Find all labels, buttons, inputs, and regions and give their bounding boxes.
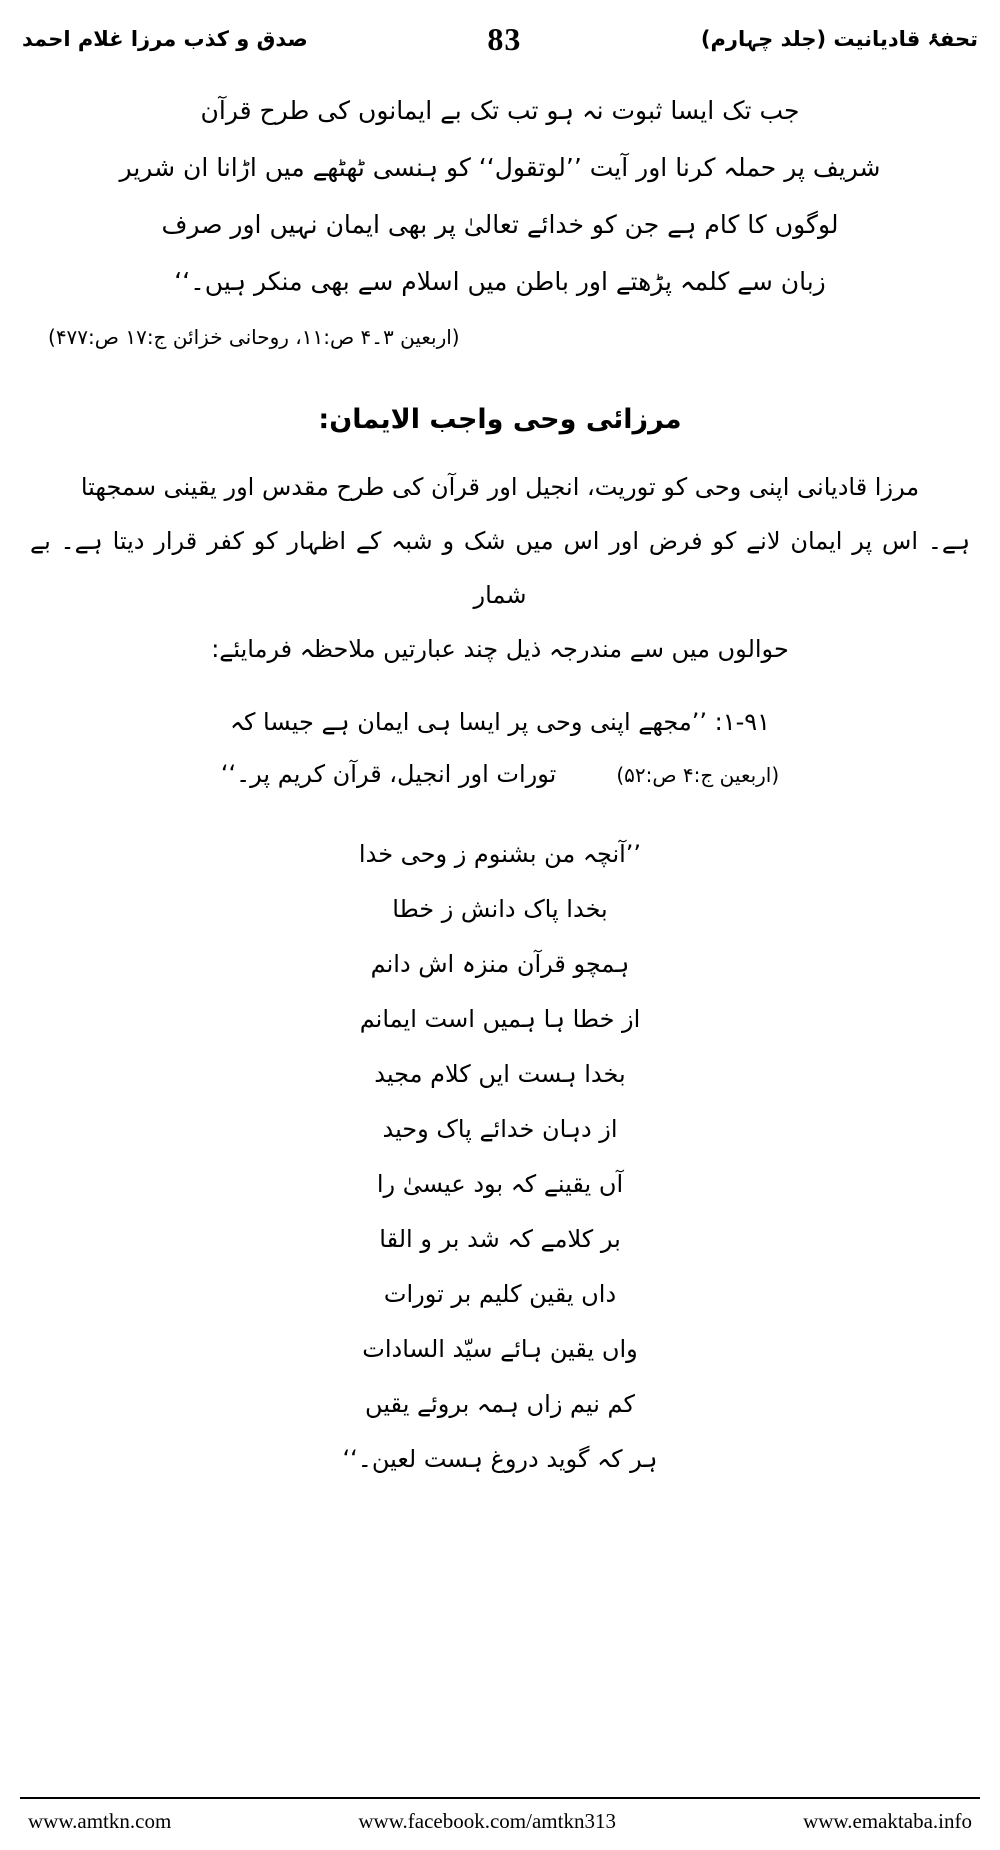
footer-links xyxy=(0,1809,1000,1834)
header-book-title: تحفۂ قادیانیت (جلد چہارم) xyxy=(700,27,978,51)
quote-line: زبان سے کلمہ پڑھتے اور باطن میں اسلام سے بھی منکر ہیں۔‘‘ xyxy=(174,267,826,296)
footer-divider xyxy=(20,1797,980,1799)
verse-line: کم نیم زاں ہمہ بروئے یقیں xyxy=(365,1390,635,1418)
numbered-quote-reference: (اربعین ج:۴ ص:۵۲) xyxy=(616,763,780,787)
quote-line: جب تک ایسا ثبوت نہ ہو تب تک بے ایمانوں کی طرح قرآن xyxy=(200,96,800,125)
quote-line: لوگوں کا کام ہے جن کو خدائے تعالیٰ پر بھی ایمان نہیں اور صرف xyxy=(161,210,839,239)
numbered-quotation xyxy=(30,696,970,801)
page-header xyxy=(0,14,1000,64)
footer-link-website[interactable]: www.amtkn.com xyxy=(28,1809,172,1833)
verse-line: ہر کہ گوید دروغ ہست لعین۔‘‘ xyxy=(342,1445,658,1473)
footer-link-emaktaba[interactable]: www.emaktaba.info xyxy=(803,1809,972,1833)
verse-line: از دہان خدائے پاک وحید xyxy=(382,1115,618,1143)
verse-line: بخدا پاک دانش ز خطا xyxy=(392,895,608,923)
source-reference: (اربعین ۳۔۴ ص:۱۱، روحانی خزائن ج:۱۷ ص:۴۷۷) xyxy=(48,325,460,349)
page-footer xyxy=(0,1797,1000,1834)
page-body xyxy=(0,82,1000,1487)
numbered-quote-line-2: تورات اور انجیل، قرآن کریم پر۔‘‘ xyxy=(220,760,557,788)
verse-line: از خطا ہا ہمیں است ایمانم xyxy=(359,1005,641,1033)
section-heading: مرزائی وحی واجب الایمان: xyxy=(318,404,682,435)
header-chapter-title: صدق و کذب مرزا غلام احمد xyxy=(22,27,308,51)
discussion-paragraph xyxy=(30,460,970,676)
verse-line: بر کلامے کہ شد بر و القا xyxy=(379,1225,621,1253)
discussion-line: حوالوں میں سے مندرجہ ذیل چند عبارتیں ملاحظہ فرمایئے: xyxy=(211,635,789,663)
verse-line: داں یقین کلیم بر تورات xyxy=(383,1280,617,1308)
numbered-quote-line-1: ۱-۹۱: ’’مجھے اپنی وحی پر ایسا ہی ایمان ہے جیسا کہ xyxy=(229,708,771,736)
persian-verse xyxy=(30,827,970,1487)
verse-line: ’’آنچہ من بشنوم ز وحی خدا xyxy=(358,840,642,868)
verse-line: بخدا ہست ایں کلام مجید xyxy=(374,1060,626,1088)
footer-link-facebook[interactable]: www.facebook.com/amtkn313 xyxy=(358,1809,616,1833)
discussion-line: ہے۔ اس پر ایمان لانے کو فرض اور اس میں شک و شبہ کے اظہار کو کفر قرار دیتا ہے۔ بے شمار xyxy=(30,527,970,609)
verse-line: ہمچو قرآن منزہ اش دانم xyxy=(370,950,630,978)
verse-line: آں یقینے کہ بود عیسیٰ را xyxy=(376,1170,624,1198)
verse-line: واں یقین ہائے سیّد السادات xyxy=(362,1335,638,1363)
page-number: 83 xyxy=(487,20,522,57)
quote-line: شریف پر حملہ کرنا اور آیت ’’لوتقول‘‘ کو ہنسی ٹھٹھے میں اڑانا ان شریر xyxy=(119,153,881,182)
quote-paragraph xyxy=(30,82,970,310)
discussion-line: مرزا قادیانی اپنی وحی کو توریت، انجیل اور قرآن کی طرح مقدس اور یقینی سمجھتا xyxy=(80,473,920,501)
